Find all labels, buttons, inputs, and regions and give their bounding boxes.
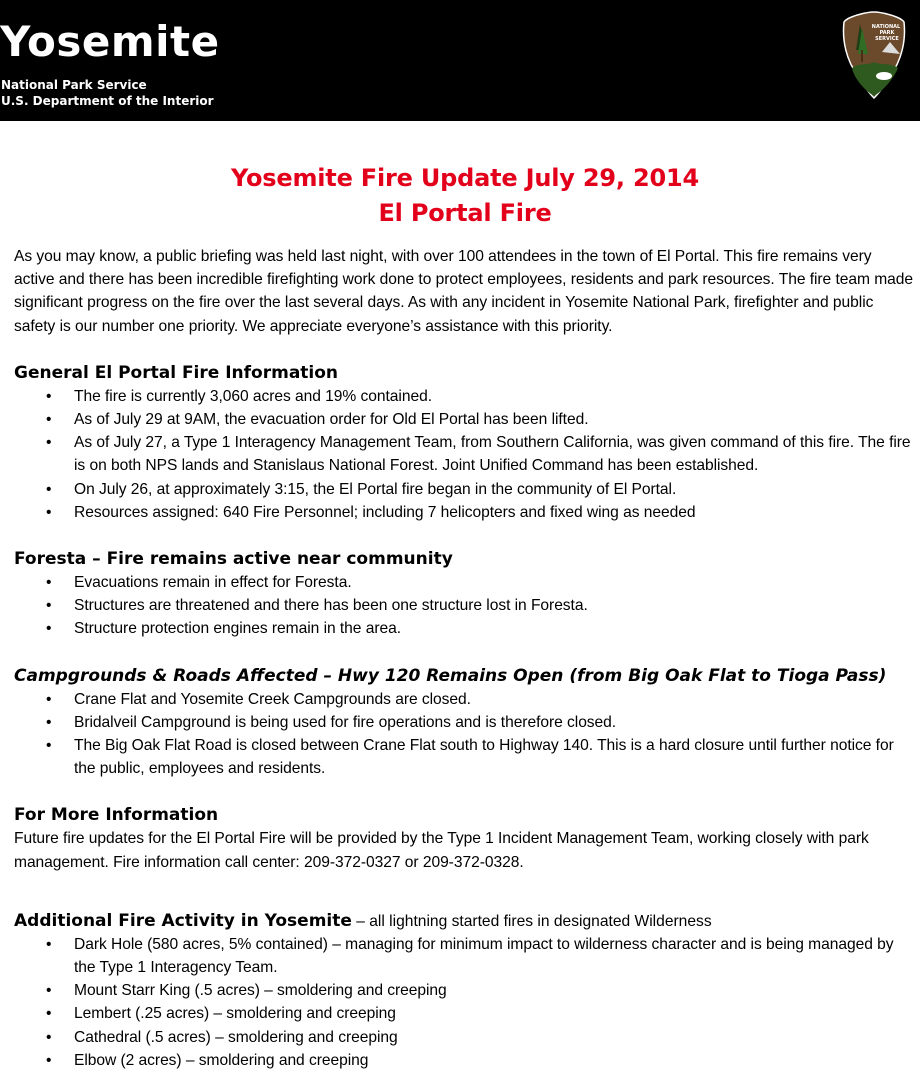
- list-item: [14, 617, 916, 640]
- list-item: [14, 688, 916, 711]
- list-item: [14, 734, 916, 780]
- intro-paragraph: As you may know, a public briefing was held last night, with over 100 attendees in the town of El Portal. This fire remains very active and there has been incredible firefighting work done to protect employees, residents and park resources. The fire team made significant progress on the fire over the last several days. As with any incident in Yosemite National Park, firefighter and public safety is our number one priority. We appreciate everyone’s assistance with this priority.: [14, 248, 914, 335]
- list-item-text: Evacuations remain in effect for Foresta.: [74, 574, 352, 592]
- bullet-icon: •: [46, 982, 52, 1000]
- general-heading: General El Portal Fire Information: [14, 362, 339, 383]
- page-header: [0, 0, 920, 121]
- list-item: [14, 979, 916, 1002]
- campgrounds-list: [14, 688, 916, 781]
- list-item-text: The Big Oak Flat Road is closed between Crane Flat south to Highway 140. This is a hard closure until further notice for the public, employees and residents.: [74, 737, 894, 778]
- list-item: [14, 385, 916, 408]
- additional-heading-title: Additional Fire Activity in Yosemite: [14, 910, 352, 931]
- additional-heading: [14, 910, 916, 933]
- list-item-text: Bridalveil Campground is being used for fire operations and is therefore closed.: [74, 713, 617, 731]
- list-item-text: As of July 27, a Type 1 Interagency Management Team, from Southern California, was given command of this fire. The fire is on both NPS lands and Stanislaus National Forest. Joint Unified Command has been established.: [74, 434, 911, 475]
- list-item: [14, 571, 916, 594]
- list-item: [14, 711, 916, 734]
- park-name: Yosemite: [0, 17, 220, 66]
- general-list: [14, 385, 916, 524]
- campgrounds-heading: Campgrounds & Roads Affected – Hwy 120 Remains Open (from Big Oak Flat to Tioga Pass): [14, 665, 887, 686]
- list-item: [14, 933, 916, 979]
- bullet-icon: •: [46, 574, 52, 592]
- list-item: [14, 594, 916, 617]
- list-item-text: Structures are threatened and there has been one structure lost in Foresta.: [74, 597, 588, 615]
- list-item: [14, 1049, 916, 1072]
- agency-line-2: U.S. Department of the Interior: [1, 94, 214, 108]
- bullet-icon: •: [46, 1051, 52, 1069]
- list-item-text: On July 26, at approximately 3:15, the El Portal fire began in the community of El Portal.: [74, 480, 677, 498]
- bullet-icon: •: [46, 503, 52, 521]
- nps-arrowhead-icon: [838, 10, 910, 100]
- more-info-text: Future fire updates for the El Portal Fire will be provided by the Type 1 Incident Management Team, working closely with park management. Fire information call center: 209-372-0327 or 209-372-0328.: [14, 830, 869, 871]
- spacer: [14, 874, 916, 910]
- list-item-text: Elbow (2 acres) – smoldering and creeping: [74, 1051, 369, 1069]
- more-info-heading: For More Information: [14, 805, 219, 826]
- additional-list: [14, 933, 916, 1072]
- agency-block: [1, 77, 214, 109]
- bullet-icon: •: [46, 737, 52, 755]
- title-line-1: Yosemite Fire Update July 29, 2014: [231, 164, 699, 192]
- title-line-2: El Portal Fire: [378, 199, 552, 227]
- list-item-text: Cathedral (.5 acres) – smoldering and creeping: [74, 1028, 398, 1046]
- bullet-icon: •: [46, 1028, 52, 1046]
- additional-heading-suffix: – all lightning started fires in designated Wilderness: [351, 912, 712, 930]
- foresta-heading: Foresta – Fire remains active near community: [14, 549, 453, 570]
- bullet-icon: •: [46, 1005, 52, 1023]
- agency-line-1: National Park Service: [1, 78, 147, 92]
- list-item-text: Resources assigned: 640 Fire Personnel; including 7 helicopters and fixed wing as needed: [74, 503, 696, 521]
- bullet-icon: •: [46, 387, 52, 405]
- list-item-text: The fire is currently 3,060 acres and 19% contained.: [74, 387, 432, 405]
- list-item: [14, 408, 916, 431]
- document-body: [14, 121, 916, 1072]
- list-item-text: Structure protection engines remain in the area.: [74, 620, 401, 638]
- foresta-list: [14, 571, 916, 641]
- logo-text-2: PARK: [879, 30, 895, 36]
- bullet-icon: •: [46, 713, 52, 731]
- bullet-icon: •: [46, 411, 52, 429]
- list-item-text: Dark Hole (580 acres, 5% contained) – managing for minimum impact to wilderness character and is being managed by the Type 1 Interagency Team.: [74, 935, 894, 977]
- list-item: [14, 501, 916, 524]
- bullet-icon: •: [46, 620, 52, 638]
- bullet-icon: •: [46, 935, 52, 953]
- bullet-icon: •: [46, 597, 52, 615]
- list-item: [14, 431, 916, 477]
- bullet-icon: •: [46, 434, 52, 452]
- page-title: [14, 161, 916, 231]
- list-item-text: Lembert (.25 acres) – smoldering and creeping: [74, 1005, 396, 1023]
- list-item: [14, 478, 916, 501]
- logo-text-3: SERVICE: [875, 36, 899, 42]
- list-item: [14, 1026, 916, 1049]
- list-item-text: Crane Flat and Yosemite Creek Campgrounds are closed.: [74, 690, 471, 708]
- list-item: [14, 1002, 916, 1025]
- list-item-text: Mount Starr King (.5 acres) – smoldering and creeping: [74, 982, 447, 1000]
- bullet-icon: •: [46, 690, 52, 708]
- bullet-icon: •: [46, 480, 52, 498]
- list-item-text: As of July 29 at 9AM, the evacuation order for Old El Portal has been lifted.: [74, 411, 589, 429]
- logo-text-1: NATIONAL: [871, 24, 901, 30]
